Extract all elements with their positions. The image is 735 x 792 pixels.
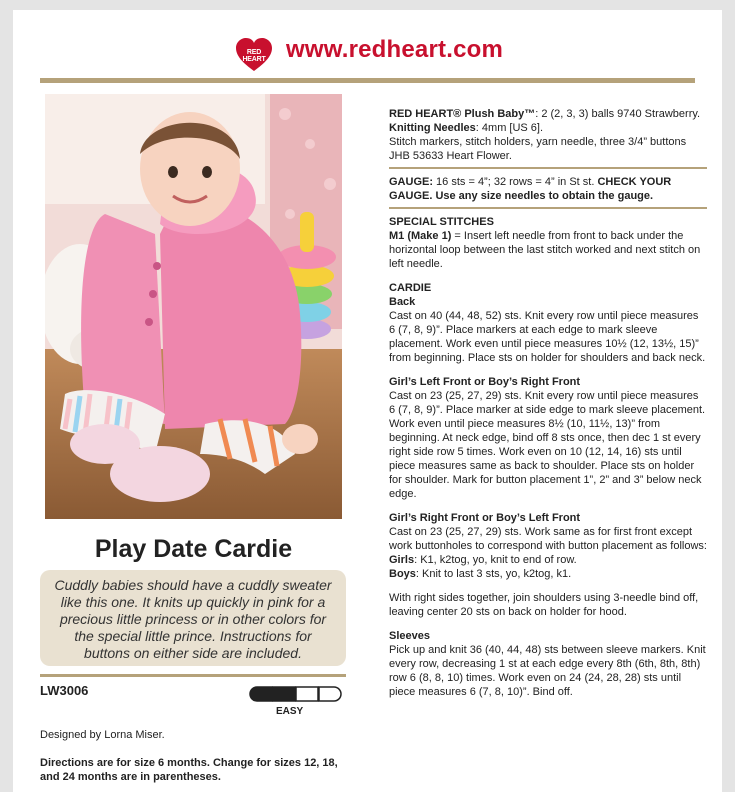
join-instructions: With right sides together, join shoulders using 3-needle bind off, leaving center 20 sts on back on holder for hood. [389, 592, 699, 618]
back-instructions: Cast on 40 (44, 48, 52) sts. Knit every row until piece measures 6 (7, 8, 9)”. Place markers at each edge to mark sleeve placement. Work even until piece measures 10½ (12, 13½, 15)” from beginning. Place sts on holder for shoulders and back neck. [389, 310, 706, 364]
sleeves-instructions: Pick up and knit 36 (40, 44, 48) sts between sleeve markers. Knit every row, decreasing 1 st at each edge every 8th (6th, 8th, 8th) row 6 (8, 8, 10) times. Work even on 24 (24, 28, 28) sts until piece measures 6 (7, 8, 10)”. Bind off. [389, 644, 706, 698]
header-divider [40, 78, 695, 83]
boys-buttonhole [389, 567, 707, 581]
gauge-check: CHECK YOUR GAUGE. Use any size needles to obtain the gauge. [389, 176, 672, 202]
pattern-code: LW3006 [40, 683, 89, 698]
boys-text: : Knit to last 3 sts, yo, k2tog, k1. [415, 568, 572, 580]
special-stitches-heading: SPECIAL STITCHES [389, 216, 494, 228]
m1-label: M1 (Make 1) [389, 230, 452, 242]
skill-seg-3 [296, 687, 318, 701]
girls-buttonhole [389, 553, 707, 567]
materials-needles [389, 121, 707, 135]
description-box [40, 570, 346, 666]
right-front-heading: Girl’s Right Front or Boy’s Left Front [389, 512, 581, 524]
cardie-heading: CARDIE [389, 282, 432, 294]
red-heart-logo-icon [235, 38, 273, 72]
left-divider [40, 674, 346, 677]
girls-text: : K1, k2tog, yo, knit to end of row. [414, 554, 577, 566]
materials-notions: Stitch markers, stitch holders, yarn needle, three 3/4” buttons JHB 53633 Heart Flower. [389, 136, 687, 162]
right-front-instructions: Cast on 23 (25, 27, 29) sts. Work same as for first front except work buttonholes to correspond with button placement as follows: [389, 526, 707, 552]
materials-yarn [389, 107, 707, 121]
sleeves-heading: Sleeves [389, 630, 430, 642]
skill-seg-2 [273, 687, 295, 701]
gauge-divider [389, 207, 707, 209]
site-url-link[interactable]: www.redheart.com [286, 36, 504, 63]
gauge-body: 16 sts = 4”; 32 rows = 4” in St st. [433, 176, 598, 188]
designer-credit: Designed by Lorna Miser. [40, 729, 165, 741]
skill-level-meter [249, 686, 349, 702]
left-front-heading: Girl’s Left Front or Boy’s Right Front [389, 376, 581, 388]
boys-label: Boys [389, 568, 416, 580]
pattern-title: Play Date Cardie [94, 535, 293, 563]
m1-definition [389, 229, 707, 271]
materials-divider [389, 167, 707, 169]
size-directions: Directions are for size 6 months. Change for sizes 12, 18, and 24 months are in parentheses. [40, 757, 338, 783]
needles-text: : 4mm [US 6]. [475, 122, 544, 134]
instructions-column [389, 107, 707, 699]
baby-photo [45, 94, 342, 519]
skill-level-label: EASY [276, 706, 304, 717]
logo-line-2: HEART [242, 56, 266, 63]
left-front-instructions: Cast on 23 (25, 27, 29) sts. Knit every row until piece measures 6 (7, 8, 9)”. Place marker at side edge to mark sleeve placement. Work even until piece measures 8½ (10, 11½, 13)” from beginning. At neck edge, bind off 8 sts once, then dec 1 st every right side row 5 times. Work even on 10 (12, 14, 16) sts until piece measures same as back to shoulder. Place sts on holder for shoulder. Mark for button placement 1”, 2” and 3” below neck edge. [389, 390, 706, 500]
skill-seg-4 [319, 687, 341, 701]
pattern-page [13, 10, 722, 792]
yarn-text: : 2 (2, 3, 3) balls 9740 Strawberry. [535, 108, 701, 120]
skill-seg-1 [250, 687, 272, 701]
yarn-label: RED HEART® Plush Baby™ [389, 108, 536, 120]
m1-text: = Insert left needle from front to back under the horizontal loop between the last stitch worked and next stitch on left needle. [389, 230, 701, 270]
needles-label: Knitting Needles [389, 122, 476, 134]
pattern-description: Cuddly babies should have a cuddly sweater like this one. It knits up quickly in pink for a precious little princess or in other colors for the special little prince. Instructions for buttons on either side are included. [54, 577, 332, 661]
gauge-text [389, 175, 707, 203]
girls-label: Girls [389, 554, 415, 566]
back-heading: Back [389, 296, 416, 308]
page-header [13, 10, 722, 80]
gauge-label: GAUGE: [389, 176, 433, 188]
logo-line-1: RED [246, 49, 262, 56]
